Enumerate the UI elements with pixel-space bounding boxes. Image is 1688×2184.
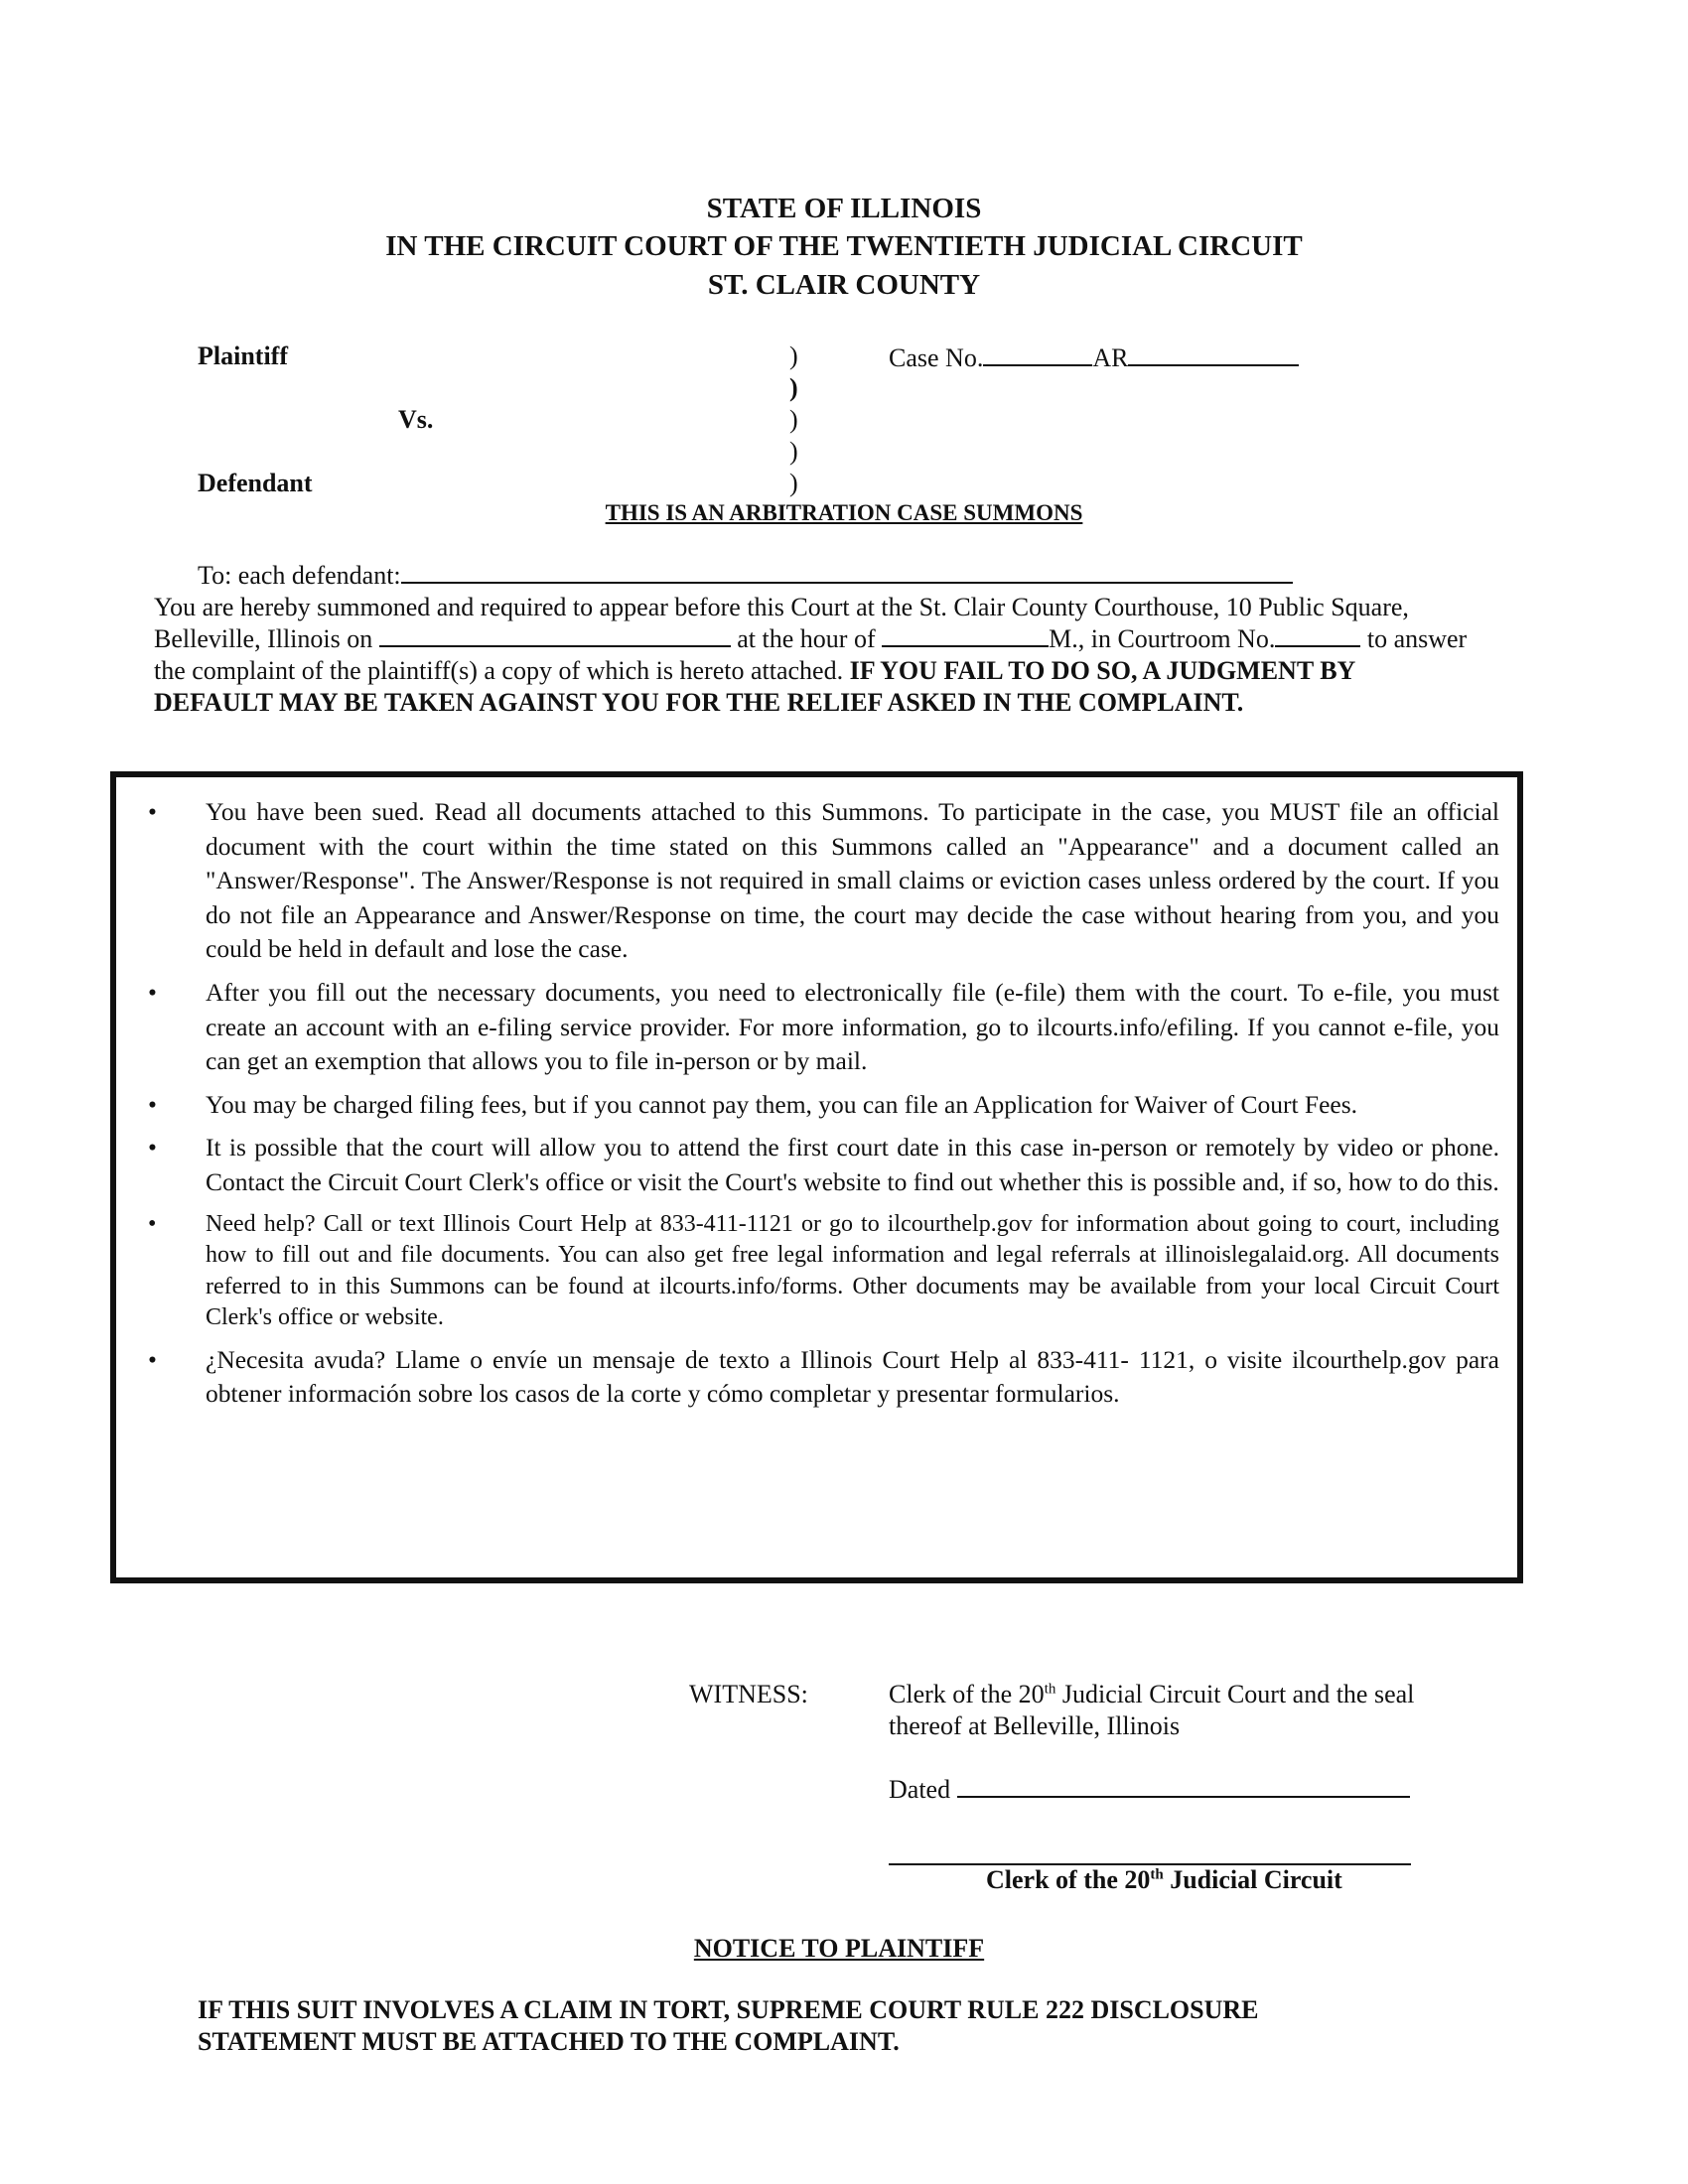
notice-box	[110, 771, 1523, 1583]
signature-caption-text: Judicial Circuit	[1170, 1865, 1342, 1894]
hour-blank[interactable]	[882, 623, 1049, 647]
notice-to-plaintiff-line-1: IF THIS SUIT INVOLVES A CLAIM IN TORT, SUPREME COURT RULE 222 DISCLOSURE	[198, 1995, 1259, 2024]
list-item	[144, 976, 1499, 1079]
bullet-icon: •	[148, 1133, 157, 1162]
bullet-icon: •	[148, 1210, 157, 1237]
list-item	[144, 795, 1499, 967]
notice-to-plaintiff-title: NOTICE TO PLAINTIFF	[693, 1934, 985, 1963]
case-number-blank[interactable]	[983, 341, 1092, 366]
bullet-icon: •	[148, 1344, 157, 1374]
summons-text: Belleville, Illinois on	[154, 624, 373, 653]
list-item-text: You may be charged filing fees, but if you cannot pay them, you can file an Application for Waiver of Court Fees.	[206, 1089, 1358, 1119]
list-item	[144, 1131, 1499, 1199]
summons-text: to answer	[1366, 624, 1468, 653]
case-ar-blank[interactable]	[1128, 341, 1299, 366]
notice-list	[144, 795, 1499, 1421]
summons-line-2	[154, 623, 1467, 655]
vs-label: Vs.	[398, 405, 434, 434]
to-defendant-line	[198, 560, 1293, 592]
default-warning-line: DEFAULT MAY BE TAKEN AGAINST YOU FOR THE RELIEF ASKED IN THE COMPLAINT.	[154, 688, 1244, 717]
bullet-icon: •	[148, 797, 157, 826]
list-item	[144, 1209, 1499, 1334]
summons-text: the complaint of the plaintiff(s) a copy of which is hereto attached.	[154, 656, 844, 685]
list-item-text: Need help? Call or text Illinois Court Help at 833-411-1121 or go to ilcourthelp.gov for information about going to court, including how to fill out and file documents. You can also get free legal information and legal referrals at illinoislegalaid.org. All documents referred to in this Summons can be found at ilcourts.info/forms. Other documents may be available from your local Circuit Court Clerk's office or website.	[206, 1210, 1499, 1331]
dated-blank[interactable]	[957, 1774, 1410, 1798]
dated-label: Dated	[889, 1775, 951, 1804]
list-item	[144, 1088, 1499, 1123]
caption-paren: )	[789, 437, 798, 466]
bullet-icon: •	[148, 1089, 157, 1119]
case-ar-label: AR	[1092, 343, 1129, 372]
plaintiff-label: Plaintiff	[198, 341, 288, 370]
summons-line-3	[154, 655, 1355, 687]
list-item	[144, 1343, 1499, 1412]
ordinal-suffix: th	[1150, 1866, 1164, 1883]
defendant-label: Defendant	[198, 469, 313, 497]
witness-label: WITNESS:	[689, 1680, 808, 1708]
caption-paren: )	[789, 469, 798, 497]
case-number-field[interactable]	[889, 341, 1299, 374]
summons-text: M., in Courtroom No.	[1049, 624, 1276, 653]
summons-text: at the hour of	[737, 624, 876, 653]
header-county: ST. CLAIR COUNTY	[707, 269, 981, 301]
witness-clerk-line	[889, 1679, 1414, 1710]
summons-type-title: THIS IS AN ARBITRATION CASE SUMMONS	[605, 500, 1083, 525]
appearance-date-blank[interactable]	[379, 623, 731, 647]
defendant-name-blank[interactable]	[401, 560, 1293, 584]
dated-field	[889, 1774, 1410, 1806]
caption-paren: )	[789, 341, 798, 370]
default-warning: IF YOU FAIL TO DO SO, A JUDGMENT BY	[849, 656, 1356, 685]
header-court: IN THE CIRCUIT COURT OF THE TWENTIETH JUDICIAL CIRCUIT	[385, 230, 1303, 262]
header-state: STATE OF ILLINOIS	[706, 193, 982, 224]
notice-to-plaintiff-line-2: STATEMENT MUST BE ATTACHED TO THE COMPLAINT.	[198, 2027, 900, 2056]
to-defendant-label: To: each defendant:	[198, 561, 401, 590]
list-item-text: You have been sued. Read all documents attached to this Summons. To participate in the case, you MUST file an official document with the court within the time stated on this Summons called an "Appearance" and a document called an "Answer/Response". The Answer/Response is not required in small claims or eviction cases unless ordered by the court. If you do not file an Appearance and Answer/Response on time, the court may decide the case without hearing from you, and you could be held in default and lose the case.	[206, 797, 1499, 964]
bullet-icon: •	[148, 977, 157, 1007]
witness-text: Clerk of the 20	[889, 1680, 1045, 1708]
courtroom-blank[interactable]	[1275, 623, 1360, 647]
clerk-signature-caption	[986, 1864, 1342, 1896]
list-item-text: ¿Necesita avuda? Llame o envíe un mensaje de texto a Illinois Court Help al 833-411- 1121, o visite ilcourthelp.gov para obtener información sobre los casos de la corte y cómo completar y presentar formularios.	[206, 1344, 1499, 1409]
caption-paren: )	[789, 373, 798, 402]
case-no-label: Case No.	[889, 343, 984, 372]
list-item-text: It is possible that the court will allow you to attend the first court date in this case in-person or remotely by video or phone. Contact the Circuit Court Clerk's office or visit the Court's website to find out whether this is possible and, if so, how to do this.	[206, 1133, 1499, 1196]
ordinal-suffix: th	[1044, 1681, 1056, 1698]
summons-line-1: You are hereby summoned and required to appear before this Court at the St. Clair County Courthouse, 10 Public Square,	[154, 593, 1409, 621]
witness-seal-line: thereof at Belleville, Illinois	[889, 1711, 1181, 1740]
signature-caption-text: Clerk of the 20	[986, 1865, 1151, 1894]
witness-text: Judicial Circuit Court and the seal	[1061, 1680, 1415, 1708]
caption-paren: )	[789, 405, 798, 434]
list-item-text: After you fill out the necessary documents, you need to electronically file (e-file) them with the court. To e-file, you must create an account with an e-filing service provider. For more information, go to ilcourts.info/efiling. If you cannot e-file, you can get an exemption that allows you to file in-person or by mail.	[206, 977, 1499, 1076]
